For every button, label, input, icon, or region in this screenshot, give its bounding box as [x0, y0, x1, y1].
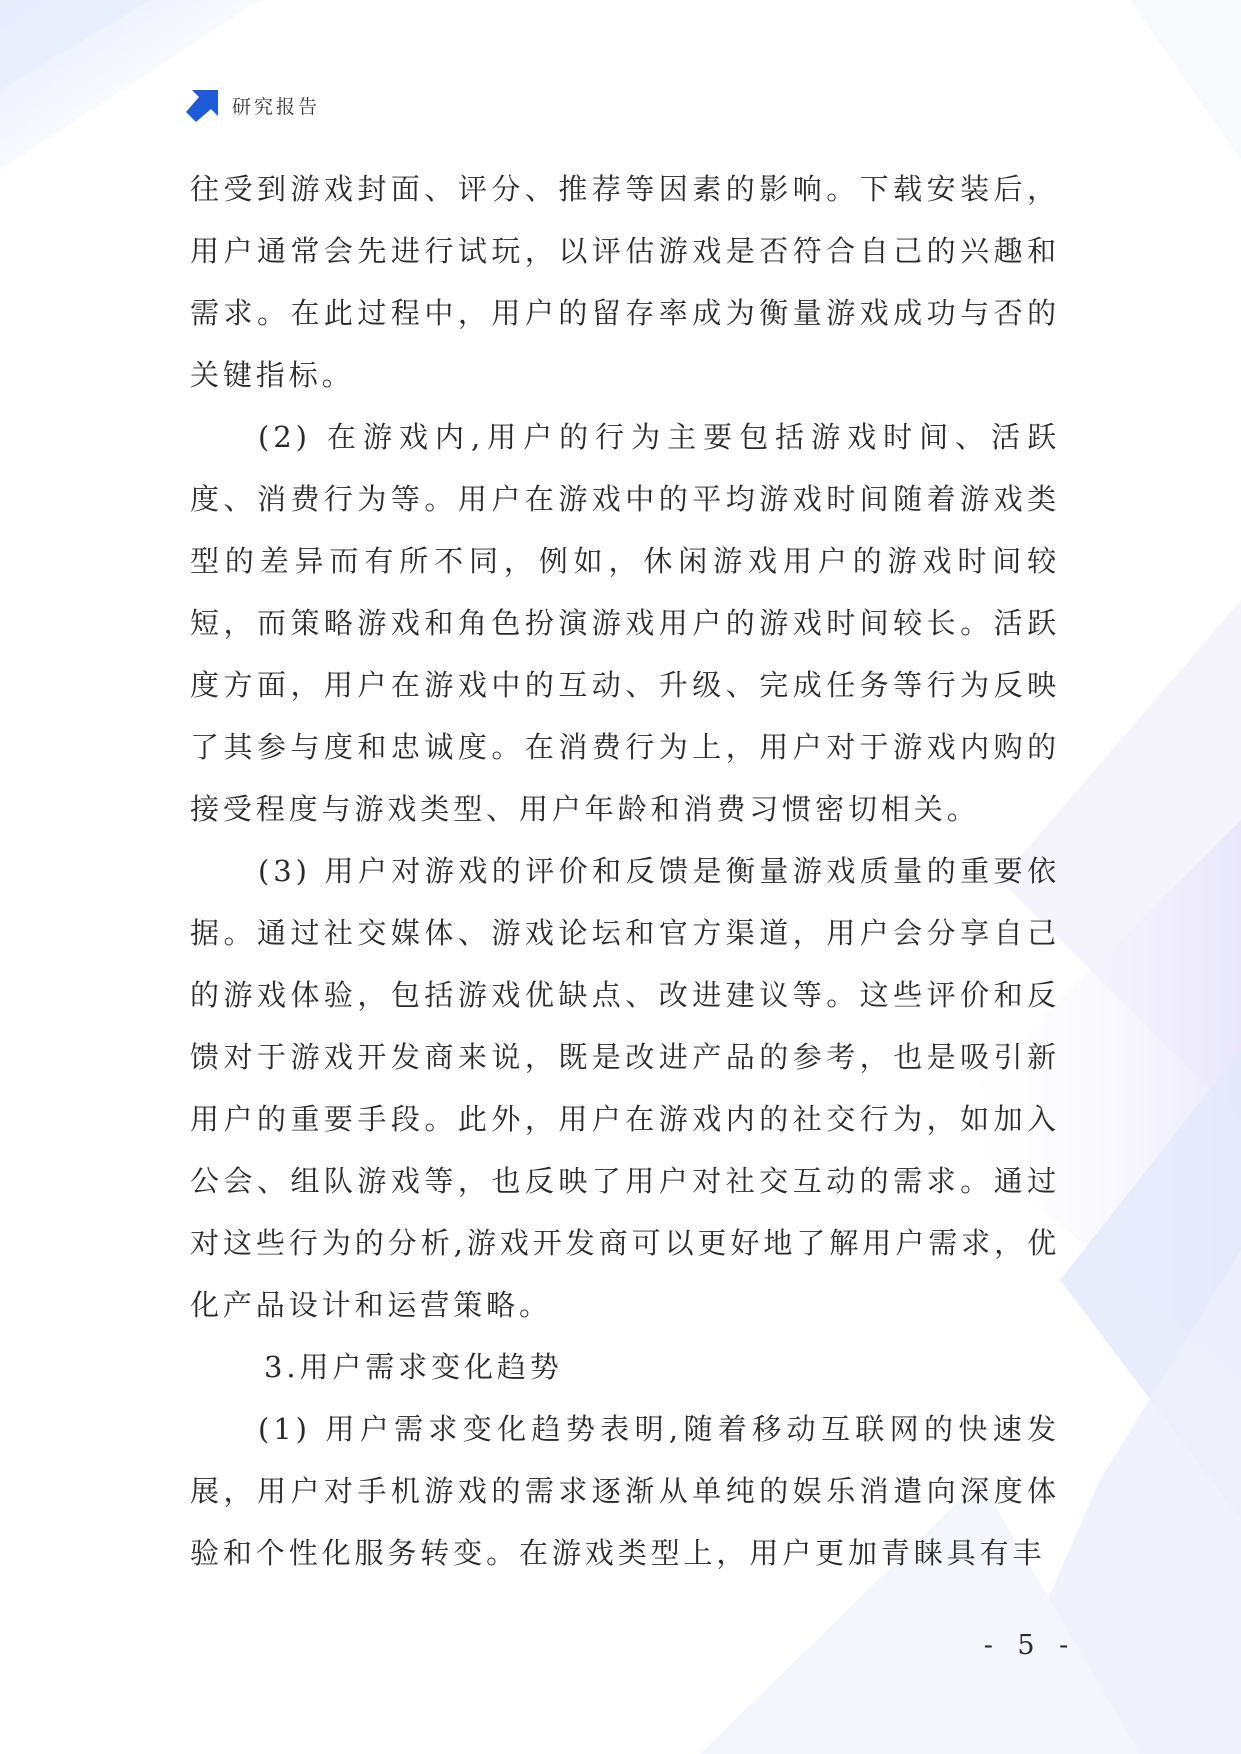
page-number: - 5 - — [983, 1630, 1077, 1661]
header-title: 研究报告 — [232, 95, 321, 118]
section-heading: 3.用户需求变化趋势 — [264, 1350, 563, 1384]
arrow-up-right-icon — [186, 88, 220, 122]
paragraph-in-game-behavior: (2) 在游戏内,用户的行为主要包括游戏时间、活跃度、消费行为等。用户在游戏中的平均游戏时间随着游戏类型的差异而有所不同，例如，休闲游戏用户的游戏时间较短，而策略游戏和角色扮演游戏用户的游戏时间较长。活跃度方面，用户在游戏中的互动、升级、完成任务等行为反映了其参与度和忠诚度。在消费行为上，用户对于游戏内购的接受程度与游戏类型、用户年龄和消费习惯密切相关。 — [190, 420, 1060, 826]
report-header — [186, 88, 320, 122]
paragraph-user-feedback: (3) 用户对游戏的评价和反馈是衡量游戏质量的重要依据。通过社交媒体、游戏论坛和官方渠道，用户会分享自己的游戏体验，包括游戏优缺点、改进建议等。这些评价和反馈对于游戏开发商来说，既是改进产品的参考，也是吸引新用户的重要手段。此外，用户在游戏内的社交行为，如加入公会、组队游戏等，也反映了用户对社交互动的需求。通过对这些行为的分析,游戏开发商可以更好地了解用户需求，优化产品设计和运营策略。 — [190, 854, 1060, 1322]
paragraph-demand-trends: (1) 用户需求变化趋势表明,随着移动互联网的快速发展，用户对手机游戏的需求逐渐从单纯的娱乐消遣向深度体验和个性化服务转变。在游戏类型上，用户更加青睐具有丰 — [190, 1412, 1060, 1570]
document-body — [190, 158, 1060, 1584]
paragraph-continued: 往受到游戏封面、评分、推荐等因素的影响。下载安装后，用户通常会先进行试玩，以评估游戏是否符合自己的兴趣和需求。在此过程中，用户的留存率成为衡量游戏成功与否的关键指标。 — [190, 172, 1060, 392]
